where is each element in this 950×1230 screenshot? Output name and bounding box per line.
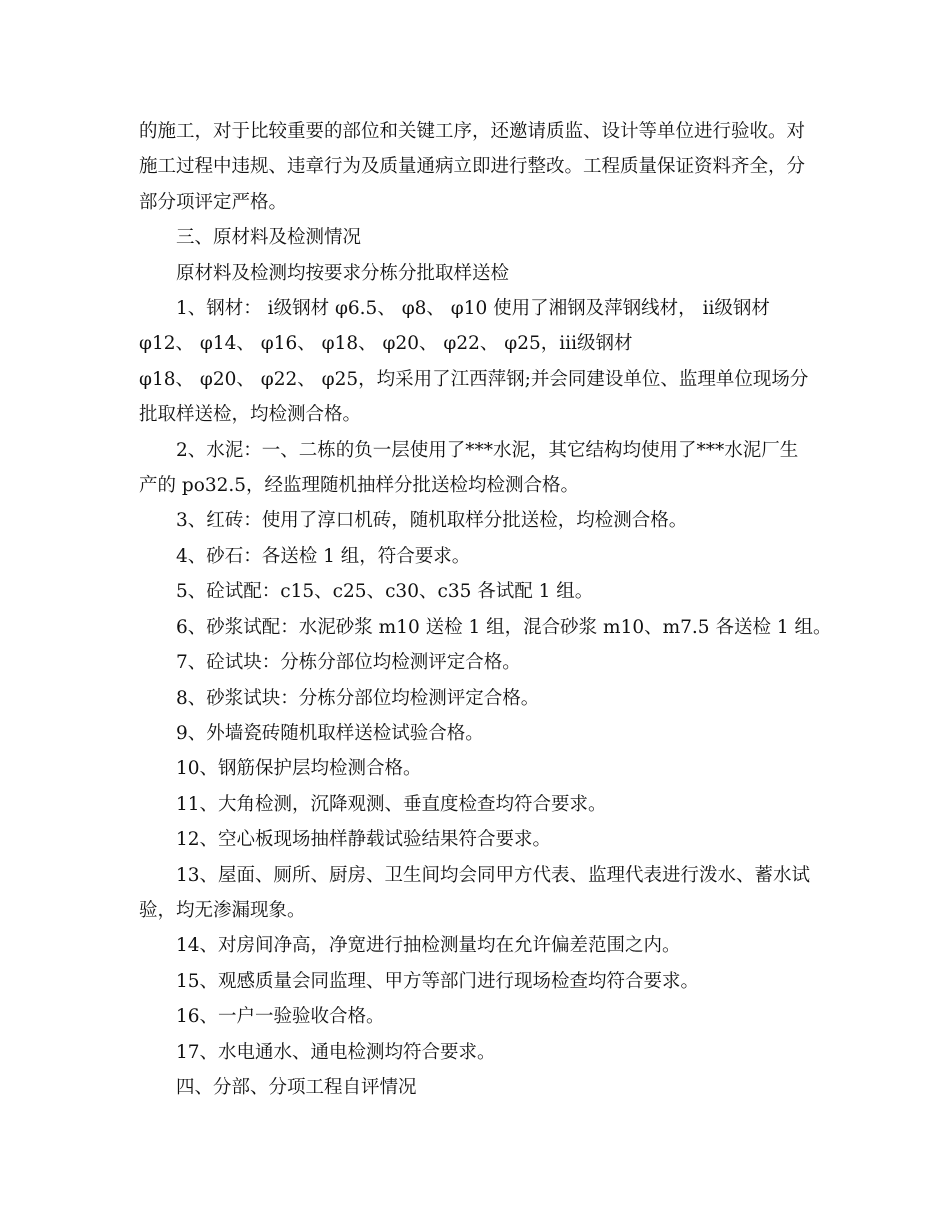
list-item: 4、砂石：各送检 1 组，符合要求。 (176, 545, 471, 567)
list-item: 10、钢筋保护层均检测合格。 (176, 758, 422, 780)
list-item: 3、红砖：使用了淳口机砖，随机取样分批送检，均检测合格。 (176, 510, 688, 532)
section-heading: 四、分部、分项工程自评情况 (176, 1076, 417, 1098)
document-body (139, 114, 832, 1105)
list-item: 11、大角检测，沉降观测、垂直度检查均符合要求。 (176, 793, 607, 815)
list-item: 2、水泥：一、二栋的负一层使用了***水泥，其它结构均使用了***水泥厂生 (176, 439, 799, 461)
list-item: 14、对房间净高，净宽进行抽检测量均在允许偏差范围之内。 (176, 935, 681, 957)
list-item: 13、屋面、厕所、厨房、卫生间均会同甲方代表、监理代表进行泼水、蓄水试 (176, 864, 811, 886)
text-line: 产的 po32.5，经监理随机抽样分批送检均检测合格。 (139, 475, 580, 497)
list-item: 12、空心板现场抽样静载试验结果符合要求。 (176, 829, 552, 851)
list-item: 6、砂浆试配：水泥砂浆 m10 送检 1 组，混合砂浆 m10、m7.5 各送检 1 组。 (176, 616, 832, 638)
text-line: 施工过程中违规、违章行为及质量通病立即进行整改。工程质量保证资料齐全，分 (139, 156, 806, 178)
list-item: 5、砼试配：c15、c25、c30、c35 各试配 1 组。 (176, 581, 594, 603)
text-line: φ12、 φ14、 φ16、 φ18、 φ20、 φ22、 φ25，ⅲ级钢材 (139, 333, 633, 355)
text-line: 批取样送检，均检测合格。 (139, 404, 362, 426)
text-line: 原材料及检测均按要求分栋分批取样送检 (176, 262, 510, 284)
list-item: 1、钢材： ⅰ级钢材 φ6.5、 φ8、 φ10 使用了湘钢及萍钢线材， ⅱ级钢材 (176, 298, 770, 320)
text-line: 的施工，对于比较重要的部位和关键工序，还邀请质监、设计等单位进行验收。对 (139, 121, 806, 142)
list-item: 9、外墙瓷砖随机取样送检试验合格。 (176, 722, 484, 744)
list-item: 15、观感质量会同监理、甲方等部门进行现场检查均符合要求。 (176, 970, 700, 992)
section-heading: 三、原材料及检测情况 (176, 227, 362, 249)
list-item: 16、一户一验验收合格。 (176, 1006, 385, 1028)
text-line: 部分项评定严格。 (139, 191, 288, 213)
list-item: 17、水电通水、通电检测均符合要求。 (176, 1041, 496, 1063)
text-line: φ18、 φ20、 φ22、 φ25，均采用了江西萍钢;并会同建设单位、监理单位现场分 (139, 368, 809, 390)
list-item: 7、砼试块：分栋分部位均检测评定合格。 (176, 652, 521, 674)
list-item: 8、砂浆试块：分栋分部位均检测评定合格。 (176, 687, 540, 709)
text-line: 验，均无渗漏现象。 (139, 899, 306, 921)
